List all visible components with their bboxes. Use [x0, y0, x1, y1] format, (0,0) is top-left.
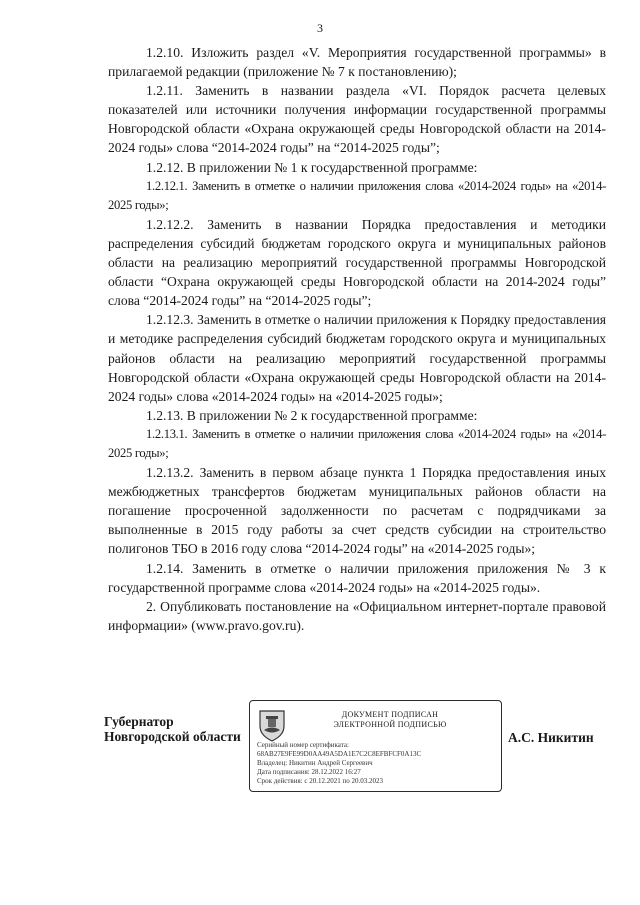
paragraph: 1.2.12.2. Заменить в названии Порядка предоставления и методики распределения субсидий бюджетам городского округа и муниципальных районов области на реализацию мероприятий государственной программы Новгородской области “Охрана окружающей среды Новгородской области на 2014-2024 годы” слова “2014-2024 годы” на “2014-2025 годы”; [108, 216, 606, 309]
document-body [108, 43, 606, 635]
certificate-owner: Владелец: Никитин Андрей Сергеевич [257, 759, 373, 767]
paragraph: 1.2.12. В приложении № 1 к государственной программе: [146, 159, 478, 175]
paragraph: 1.2.14. Заменить в отметке о наличии приложения приложения № 3 к государственной программе слова «2014-2024 годы» на «2014-2025 годы». [108, 560, 606, 595]
position-line-1: Губернатор [104, 714, 174, 729]
certificate-number: 68АВ27Е9FЕ99D0АА49А5DА1Е7С2С8ЕFВFСF0А13С [257, 750, 422, 758]
paragraph: 1.2.11. Заменить в названии раздела «VI. Порядок расчета целевых показателей или источники получения информации государственной программы Новгородской области «Охрана окружающей среды Новгородской области на 2014-2024 годы» слова “2014-2024 годы” на “2014-2025 годы”; [108, 83, 606, 156]
stamp-heading-line-2: ЭЛЕКТРОННОЙ ПОДПИСЬЮ [333, 720, 447, 729]
coat-of-arms-icon [257, 708, 287, 742]
signing-date: Дата подписания: 28.12.2022 16:27 [257, 768, 361, 776]
paragraph: 2. Опубликовать постановление на «Официальном интернет-портале правовой информации» (www.pravo.gov.ru). [108, 598, 606, 633]
paragraph: 1.2.12.3. Заменить в отметке о наличии приложения к Порядку предоставления и методике распределения субсидий бюджетам городского округа и муниципальных районов области на реализацию мероприятий государственной программы Новгородской области «Охрана окружающей среды Новгородской области на 2014-2024 годы» слова «2014-2024 годы» на «2014-2025 годы»; [108, 312, 606, 404]
stamp-heading-line-1: ДОКУМЕНТ ПОДПИСАН [341, 710, 439, 719]
signatory-position [104, 714, 241, 744]
page-number: 3 [317, 21, 323, 35]
stamp-heading [290, 710, 490, 730]
signer-name: А.С. Никитин [508, 730, 594, 745]
position-line-2: Новгородской области [104, 729, 241, 744]
paragraph: 1.2.12.1. Заменить в отметке о наличии приложения слова «2014-2024 годы» на «2014-2025 годы»; [108, 178, 606, 212]
certificate-validity: Срок действия: с 20.12.2021 по 20.03.2023 [257, 777, 383, 785]
paragraph: 1.2.13.2. Заменить в первом абзаце пункта 1 Порядка предоставления иных межбюджетных трансфертов бюджетам муниципальных районов области на погашение просроченной задолженности по расчетам с подрядчиками за выполненные в 2015 году работы за счет средств субсидии на строительство полигонов ТБО в 2016 году слова “2014-2024 годы” на «2014-2025 годы»; [108, 465, 606, 557]
paragraph: 1.2.13. В приложении № 2 к государственной программе: [146, 407, 478, 423]
electronic-signature-stamp [249, 700, 502, 792]
paragraph: 1.2.10. Изложить раздел «V. Мероприятия государственной программы» в прилагаемой редакции (приложение № 7 к постановлению); [108, 45, 606, 80]
paragraph: 1.2.13.1. Заменить в отметке о наличии приложения слова «2014-2024 годы» на «2014-2025 годы»; [108, 426, 606, 460]
stamp-details [257, 741, 501, 786]
certificate-label: Серийный номер сертификата: [257, 741, 349, 749]
